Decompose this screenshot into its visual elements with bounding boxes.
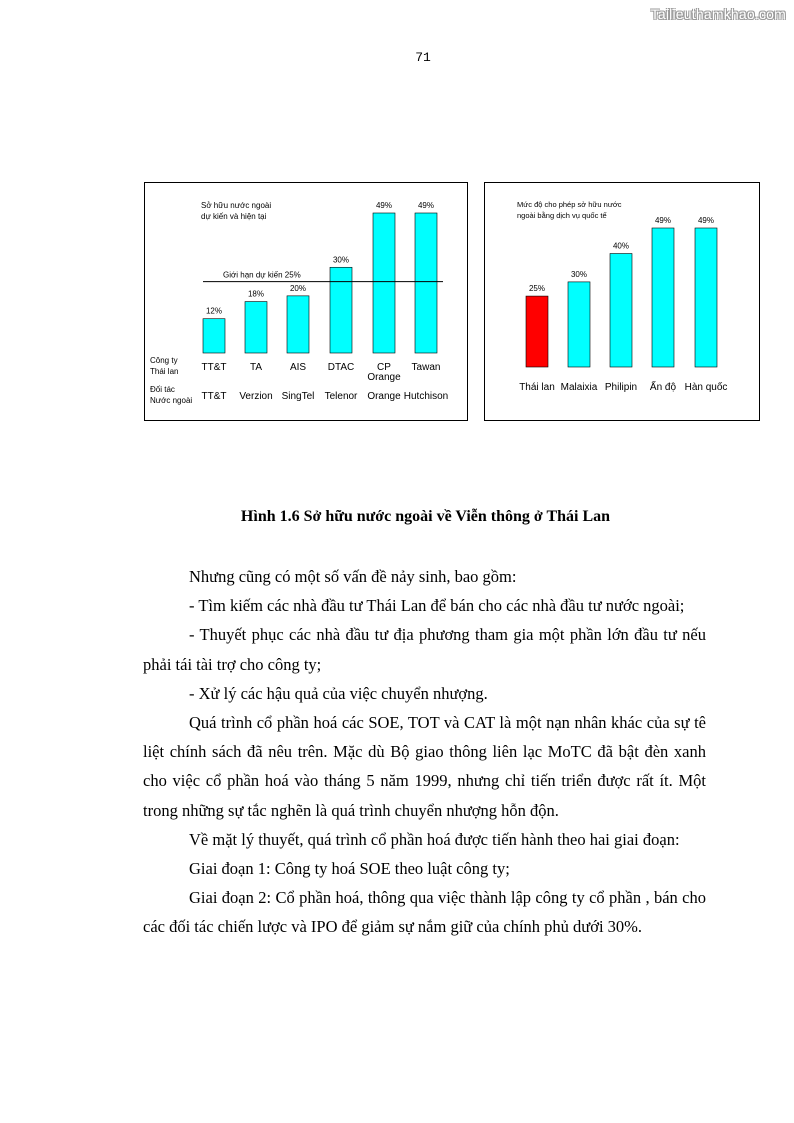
data-label: 49% (375, 201, 393, 210)
bar (245, 302, 267, 353)
bar (610, 254, 632, 367)
row-label: Đối tác (150, 385, 175, 394)
partner-label: Hutchison (403, 391, 449, 402)
partner-label: Telenor (324, 391, 358, 402)
category-label: AIS (289, 362, 307, 373)
paragraph: Giai đoạn 1: Công ty hoá SOE theo luật công ty; (189, 859, 510, 879)
data-label: 25% (528, 284, 546, 294)
paragraph: Giai đoạn 2: Cổ phần hoá, thông qua việc thành lập công ty cổ phần , bán cho các đối tác chiến lược và IPO để giảm sự nắm giữ của chính phủ dưới 30%. (143, 888, 706, 937)
category-label: Thái lan (519, 382, 555, 393)
category-label: Malaixia (560, 382, 598, 393)
chart-left-canvas (145, 183, 467, 420)
chart-title: Sở hữu nước ngoài (201, 201, 272, 210)
bar (203, 319, 225, 353)
data-label: 30% (570, 269, 588, 279)
bar (526, 296, 548, 367)
data-label: 49% (654, 216, 672, 225)
category-label: Ấn độ (649, 382, 677, 393)
limit-label: Giới hạn dự kiến 25% (223, 270, 301, 280)
row-label: Công ty (150, 356, 178, 365)
chart-thai-telecom-foreign-ownership (144, 182, 468, 421)
chart-international-service-ownership (484, 182, 760, 421)
category-label: Tawan (411, 362, 441, 373)
row-label: Nước ngoài (150, 396, 193, 405)
chart-title: dự kiến và hiện tại (201, 212, 267, 221)
data-label: 18% (247, 289, 265, 299)
partner-label: TT&T (201, 391, 227, 402)
category-label: TT&T (201, 362, 227, 373)
data-label: 40% (612, 241, 630, 251)
body-text (143, 562, 706, 942)
bar (373, 213, 395, 353)
paragraph: Nhưng cũng có một số vấn đề nảy sinh, bao gồm: (189, 567, 517, 586)
partner-label: SingTel (281, 391, 315, 402)
category-label: TA (249, 362, 263, 373)
paragraph: - Thuyết phục các nhà đầu tư địa phương tham gia một phần lớn đầu tư nếu phải tái tài trợ cho công ty; (143, 625, 706, 674)
bar (287, 296, 309, 353)
paragraph: - Xử lý các hậu quả của việc chuyển nhượng. (189, 683, 488, 703)
chart-title: Mức độ cho phép sở hữu nước (517, 200, 622, 209)
data-label: 30% (332, 255, 350, 265)
bar (695, 228, 717, 367)
data-label: 49% (697, 216, 715, 225)
data-label: 20% (289, 283, 307, 293)
chart-right-canvas (485, 183, 759, 420)
category-label: Hàn quốc (684, 382, 728, 393)
category-label: CP (377, 362, 391, 373)
watermark: Tailieuthamkhao.com (650, 6, 786, 22)
paragraph: Về mặt lý thuyết, quá trình cổ phần hoá được tiến hành theo hai giai đoạn: (189, 829, 680, 849)
row-label: Thái lan (150, 367, 179, 376)
data-label: 12% (205, 306, 223, 316)
bar (568, 282, 590, 367)
data-label: 49% (417, 201, 435, 210)
bar (330, 267, 352, 353)
figure-caption: Hình 1.6 Sở hữu nước ngoài về Viễn thông ở Thái Lan (240, 508, 611, 525)
bar (415, 213, 437, 353)
bar (652, 228, 674, 367)
category-label: Philipin (604, 382, 638, 393)
category-label: Orange (367, 372, 401, 383)
page-number: 71 (415, 50, 431, 65)
category-label: DTAC (327, 362, 355, 373)
chart-title: ngoài bằng dịch vụ quốc tế (517, 211, 607, 220)
paragraph: Quá trình cổ phần hoá các SOE, TOT và CAT là một nạn nhân khác của sự tê liệt chính sách đã nêu trên. Mặc dù Bộ giao thông liên lạc MoTC đã bật đèn xanh cho việc cổ phần hoá vào tháng 5 năm 1999, nhưng chỉ tiến triển được rất ít. Một trong những sự tắc nghẽn là quá trình chuyển nhượng hỗn độn. (143, 713, 706, 820)
partner-label: Verzion (239, 391, 273, 402)
paragraph: - Tìm kiếm các nhà đầu tư Thái Lan để bán cho các nhà đầu tư nước ngoài; (189, 596, 685, 616)
partner-label: Orange (367, 391, 401, 402)
